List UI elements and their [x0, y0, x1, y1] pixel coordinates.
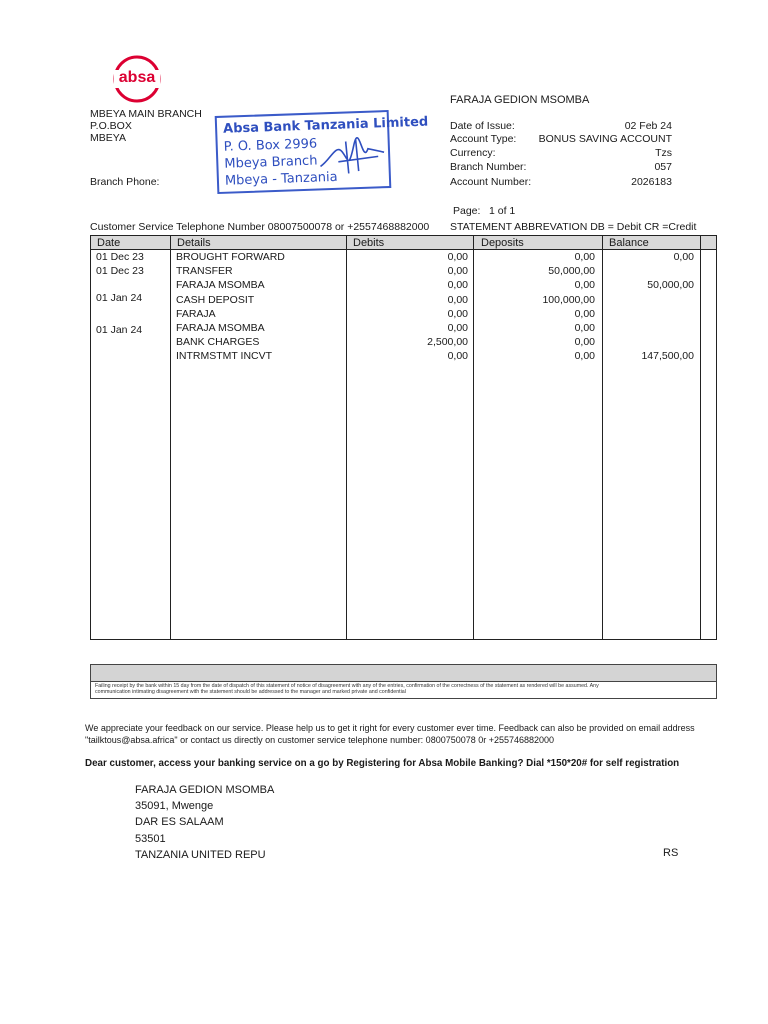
stamp-line-2: P. O. Box 2996 [223, 136, 318, 155]
customer-name-header: FARAJA GEDION MSOMBA [450, 94, 590, 106]
page-number: 1 of 1 [489, 205, 516, 217]
cell-debit: 0,00 [447, 251, 468, 263]
address-line-4: TANZANIA UNITED REPU [135, 848, 266, 861]
header-balance: Balance [609, 237, 649, 249]
disclaimer-line-1: Failing receipt by the bank within 15 day from the date of dispatch of this statement of notice of disagreement with any of the entries, confirmation of the correctness of the statement as rendered will be assumed. Any [95, 683, 599, 689]
cell-details: BANK CHARGES [176, 336, 260, 349]
customer-service-line: Customer Service Telephone Number 08007500078 or +2557468882000 [90, 221, 430, 233]
cell-details: TRANSFER [176, 265, 233, 278]
cell-details: BROUGHT FORWARD [176, 251, 285, 263]
cell-details: FARAJA [176, 307, 216, 320]
info-branch-number [450, 161, 672, 175]
feedback-line-1: We appreciate your feedback on our service. Please help us to get it right for every customer ever time. Feedback can also be provided on email address [85, 723, 695, 733]
address-line-3: 53501 [135, 832, 166, 845]
cell-date: 01 Jan 24 [96, 291, 143, 304]
cell-balance [604, 307, 694, 321]
absa-logo [108, 54, 166, 104]
column-divider [346, 235, 347, 640]
debits-column [348, 250, 468, 364]
info-label: Currency: [450, 147, 496, 159]
cell-date: 01 Dec 23 [96, 251, 144, 263]
summary-bar [90, 664, 717, 682]
cell-debit: 0,00 [447, 307, 468, 320]
feedback-text [85, 723, 695, 746]
cell-debit: 0,00 [447, 279, 468, 292]
cell-balance: 0,00 [673, 251, 694, 263]
cell-date [96, 349, 144, 363]
cell-debit: 0,00 [447, 293, 468, 306]
header-debits: Debits [353, 237, 385, 249]
details-column [176, 250, 285, 364]
address-line-4-suffix: RS [663, 847, 679, 859]
cell-deposit: 50,000,00 [548, 265, 595, 278]
cell-details: FARAJA MSOMBA [176, 322, 265, 335]
cell-balance: 50,000,00 [647, 279, 694, 292]
bank-stamp [215, 110, 429, 194]
stamp-line-3: Mbeya Branch [224, 153, 318, 172]
mailing-address [135, 782, 274, 863]
column-divider [473, 235, 474, 640]
date-column [96, 250, 144, 364]
info-value: BONUS SAVING ACCOUNT [538, 133, 672, 145]
cell-details: FARAJA MSOMBA [176, 279, 265, 292]
column-divider [602, 235, 603, 640]
branch-phone-label: Branch Phone: [90, 176, 160, 188]
signature-icon [317, 134, 388, 178]
stamp-line-4: Mbeya - Tanzania [224, 169, 338, 189]
abbreviation-line: STATEMENT ABBREVATION DB = Debit CR =Credit [450, 221, 697, 233]
cell-deposit: 0,00 [574, 350, 595, 363]
info-label: Branch Number: [450, 161, 527, 173]
info-value: 057 [654, 161, 672, 173]
stamp-line-1: Absa Bank Tanzania Limited [222, 114, 429, 137]
cell-balance [604, 264, 694, 278]
disclaimer-box [90, 682, 717, 699]
cell-deposit: 0,00 [574, 279, 595, 292]
info-label: Date of Issue: [450, 120, 515, 132]
address-line-2: DAR ES SALAAM [135, 816, 224, 829]
address-name: FARAJA GEDION MSOMBA [135, 784, 275, 796]
column-divider [170, 235, 171, 640]
info-account-number [450, 176, 672, 190]
cell-deposit: 0,00 [574, 336, 595, 349]
disclaimer-line-2: communication intimating disagreement with the statement should be addressed to the manager and marked private and confidential [95, 689, 406, 695]
address-line-1: 35091, Mwenge [135, 800, 214, 813]
info-account-type [450, 133, 672, 147]
deposits-column [475, 250, 595, 364]
cell-debit: 0,00 [447, 350, 468, 363]
feedback-line-2: "tailktous@absa.africa" or contact us directly on customer service telephone number: 0800750078 0r +255746882000 [85, 734, 555, 745]
cell-debit: 0,00 [447, 265, 468, 278]
cell-details: INTRMSTMT INCVT [176, 350, 273, 363]
page-label: Page: [453, 205, 481, 217]
branch-po-box: P.O.BOX [90, 120, 132, 132]
cell-debit: 0,00 [447, 322, 468, 335]
header-deposits: Deposits [481, 237, 524, 249]
cell-date [96, 307, 144, 321]
info-label: Account Type: [450, 133, 517, 145]
table-header [90, 235, 717, 250]
cell-date: 01 Dec 23 [96, 265, 144, 278]
info-value: 02 Feb 24 [624, 120, 672, 132]
info-label: Account Number: [450, 176, 532, 188]
header-details: Details [177, 237, 211, 249]
cell-balance: 147,500,00 [641, 350, 694, 363]
cell-balance [604, 293, 694, 307]
mobile-banking-promo: Dear customer, access your banking service on a go by Registering for Absa Mobile Banking? Dial *150*20# for self registration [85, 758, 680, 769]
info-value: Tzs [655, 147, 672, 159]
cell-date [96, 335, 144, 349]
info-value: 2026183 [631, 176, 672, 188]
cell-balance [604, 335, 694, 349]
cell-balance [604, 321, 694, 335]
info-currency [450, 147, 672, 161]
cell-deposit: 0,00 [574, 322, 595, 335]
balance-column [604, 250, 694, 364]
info-date-of-issue [450, 120, 672, 134]
cell-details: CASH DEPOSIT [176, 293, 255, 306]
branch-name: MBEYA MAIN BRANCH [90, 108, 202, 120]
column-divider [700, 235, 701, 640]
cell-date: 01 Jan 24 [96, 323, 143, 336]
cell-deposit: 0,00 [574, 251, 595, 263]
branch-city: MBEYA [90, 132, 126, 144]
header-date: Date [97, 237, 121, 249]
cell-deposit: 0,00 [574, 307, 595, 320]
logo-text: absa [118, 69, 156, 86]
cell-debit: 2,500,00 [427, 336, 468, 349]
cell-deposit: 100,000,00 [542, 293, 595, 306]
